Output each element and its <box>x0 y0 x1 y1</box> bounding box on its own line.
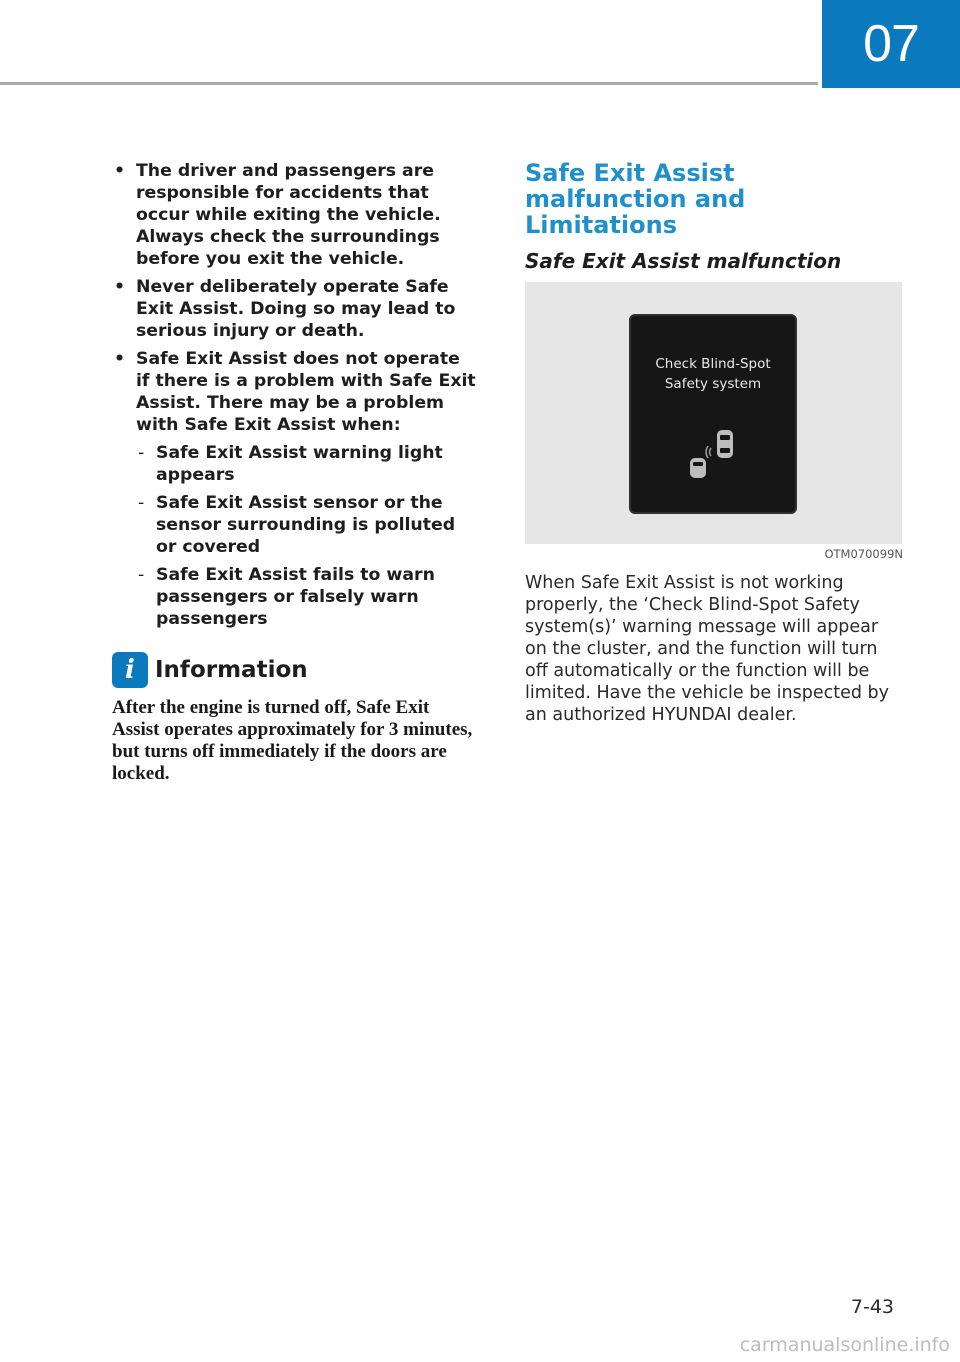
blind-spot-car-icon <box>681 426 751 486</box>
sub-bullet-text: Safe Exit Assist warning light appears <box>156 443 443 485</box>
cluster-message-line-2: Safety system <box>664 376 762 392</box>
sub-bullet-text: Safe Exit Assist sensor or the sensor surrounding is polluted or covered <box>156 493 456 557</box>
bullet-text: The driver and passengers are responsible for accidents that occur while exiting the vehicle. Always check the surroundings before you exit the vehicle. <box>136 161 441 269</box>
sub-bullet-list <box>136 442 478 630</box>
information-header <box>112 652 478 688</box>
bullet-text: Never deliberately operate Safe Exit Assist. Doing so may lead to serious injury or death. <box>136 277 456 341</box>
cluster-display <box>629 314 797 514</box>
left-column <box>112 160 478 785</box>
sub-bullet-item <box>136 492 478 558</box>
malfunction-description: When Safe Exit Assist is not working properly, the ‘Check Blind-Spot Safety system(s)’ warning message will appear on the cluster, and the function will turn off automatically or the function will be limited. Have the vehicle be inspected by an authorized HYUNDAI dealer. <box>525 573 890 725</box>
subsection-title: Safe Exit Assist malfunction <box>525 249 842 273</box>
sub-bullet-item <box>136 564 478 630</box>
info-icon: i <box>112 652 148 688</box>
bullet-item <box>112 276 478 342</box>
cluster-message-line-1: Check Blind-Spot <box>655 356 771 372</box>
cluster-message <box>631 354 795 394</box>
sub-bullet-text: Safe Exit Assist fails to warn passengers or falsely warn passengers <box>156 565 435 629</box>
bullet-dot: • <box>114 161 126 181</box>
bullet-dot: • <box>114 349 126 369</box>
header-rule <box>0 82 818 85</box>
bullet-dot: • <box>114 277 126 297</box>
right-column <box>525 160 903 726</box>
bullet-item <box>112 160 478 270</box>
section-title: Safe Exit Assist malfunction and Limitations <box>525 159 746 239</box>
figure-code: OTM070099N <box>824 547 903 561</box>
sub-bullet-item <box>136 442 478 486</box>
dash-marker: - <box>138 565 145 585</box>
page-number: 7-43 <box>850 1296 894 1318</box>
watermark: carmanualsonline.info <box>739 1334 950 1356</box>
bullet-item <box>112 348 478 630</box>
dash-marker: - <box>138 443 145 463</box>
information-body: After the engine is turned off, Safe Exit Assist operates approximately for 3 minutes, but turns off immediately if the doors are locked. <box>112 697 473 784</box>
warning-bullet-list <box>112 160 478 630</box>
chapter-tab <box>822 0 960 88</box>
cluster-illustration <box>525 282 902 544</box>
information-title: Information <box>155 657 308 683</box>
chapter-number: 07 <box>863 15 919 73</box>
bullet-text: Safe Exit Assist does not operate if there is a problem with Safe Exit Assist. There may be a problem with Safe Exit Assist when: <box>136 349 476 435</box>
dash-marker: - <box>138 493 145 513</box>
